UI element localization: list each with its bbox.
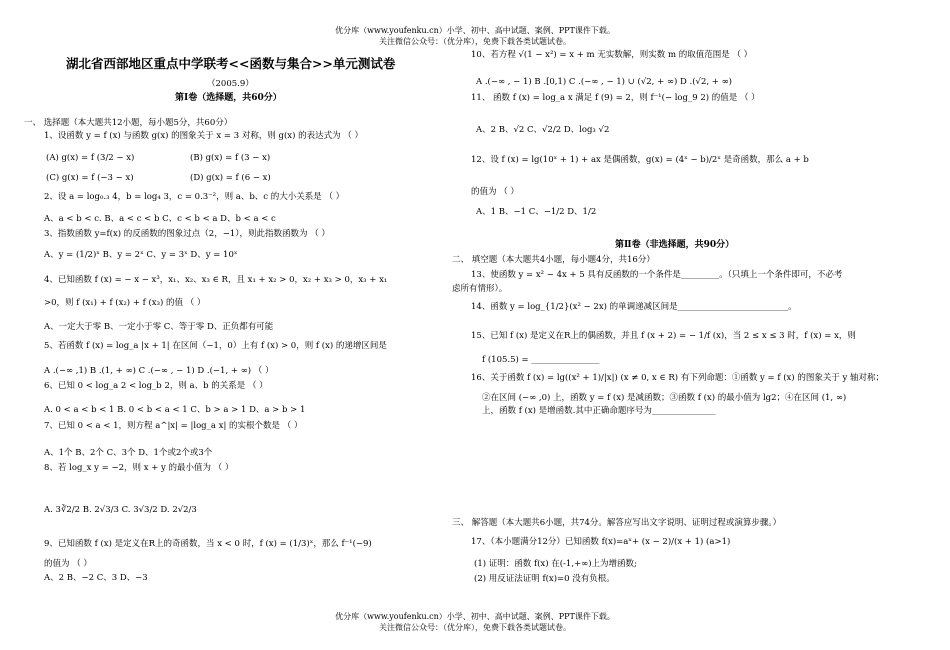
left-line: 3、指数函数 y=f(x) 的反函数的图象过点（2，−1），则此指数函数为 （ ） <box>44 229 330 239</box>
left-line: 6、已知 0 < log_a 2 < log_b 2，则 a、b 的关系是 （ ） <box>44 381 268 391</box>
part-1-heading: 第Ⅰ卷（选择题，共60分） <box>175 93 282 103</box>
left-line: (C) g(x) = f (−3 − x) <box>46 173 134 183</box>
left-line: A、一定大于零 B、一定小于零 C、等于零 D、正负都有可能 <box>44 322 274 332</box>
part-2-heading: 第Ⅱ卷（非选择题，共90分） <box>615 240 735 250</box>
left-line: (A) g(x) = f (3/2 − x) <box>46 153 135 163</box>
footer-line-2: 关注微信公众号：（优分库），免费下载各类试题试卷。 <box>379 623 571 632</box>
left-line: 2、设 a = log₀.₃ 4，b = log₄ 3，c = 0.3⁻²，则 a、b、c 的大小关系是 （ ） <box>44 192 345 202</box>
document-date: （2005.9） <box>207 79 254 89</box>
right-line: 10、若方程 √(1 − x²) = x + m 无实数解，则实数 m 的取值范围是 （ ） <box>471 50 753 60</box>
left-line: (B) g(x) = f (3 − x) <box>190 153 271 163</box>
left-line: A、2 B、−2 C、3 D、−3 <box>44 573 148 583</box>
left-line: A、y = (1/2)ˣ B、y = 2ˣ C、y = 3ˣ D、y = 10ˣ <box>44 250 238 260</box>
right-line: 14、函数 y = log_{1/2}(x² − 2x) 的单调递减区间是__________________________。 <box>471 302 797 312</box>
left-line: A. 0 < a < b < 1 B. 0 < b < a < 1 C、b > a > 1 D、a > b > 1 <box>44 405 306 415</box>
right-line: ②在区间 (−∞ ,0) 上，函数 y = f (x) 是减函数；③函数 f (x) 的最小值为 lg2；④在区间 (1, ∞) <box>482 393 847 403</box>
left-line: >0，则 f (x₁) + f (x₂) + f (x₃) 的值 （ ） <box>44 298 206 308</box>
left-line: 9、已知函数 f (x) 是定义在R上的奇函数，当 x < 0 时，f (x) = (1/3)ˣ，那么 f⁻¹(−9) <box>44 539 372 549</box>
left-line: 1、设函数 y = f (x) 与函数 g(x) 的图象关于 x = 3 对称，则 g(x) 的表达式为 （ ） <box>44 131 363 141</box>
right-line: A、2 B、√2 C、√2/2 D、log₃ √2 <box>476 125 610 135</box>
left-line: A、a < b < c. B、a < c < b C、c < b < a D、b < a < c <box>44 214 276 224</box>
right-line: 11、 函数 f (x) = log_a x 满足 f (9) = 2，则 f⁻¹(− log_9 2) 的值是 （ ） <box>471 93 760 103</box>
right-line: 17、（本小题满分12分）已知函数 f(x)=aˣ+ (x − 2)/(x + 1) (a>1) <box>471 537 731 547</box>
left-line: 8、若 log_x y = −2，则 x + y 的最小值为 （ ） <box>44 463 234 473</box>
left-line: A、1个 B、2个 C、3个 D、1个或2个或3个 <box>44 448 213 458</box>
left-line: 的值为 （ ） <box>44 559 92 569</box>
left-line: A. 3∛2/2 B. 2√3/3 C. 3√3/2 D. 2√2/3 <box>44 505 197 515</box>
left-line: 一、 选择题（本大题共12小题，每小题5分，共60分） <box>24 118 233 128</box>
right-line: 12、设 f (x) = lg(10ˣ + 1) + ax 是偶函数，g(x) = (4ˣ − b)/2ˣ 是奇函数，那么 a + b <box>471 155 809 165</box>
right-line: 二、 填空题（本大题共4小题，每小题4分，共16分） <box>452 255 655 265</box>
right-line: (1) 证明：函数 f(x) 在(-1,+∞)上为增函数; <box>474 559 637 569</box>
left-line: A .(−∞ ,1) B .(1, + ∞) C .(−∞ , − 1) D .(−1, + ∞) （ ） <box>44 366 274 376</box>
right-line: 13、使函数 y = x² − 4x + 5 具有反函数的一个条件是_________。（只填上一个条件即可，不必考 <box>471 270 843 280</box>
header-line-1: 优分库（www.youfenku.cn）小学、初中、高中试题、案例、PPT课件下载。 <box>335 26 615 35</box>
right-line: 三、 解答题（本大题共6小题，共74分。解答应写出文字说明、证明过程或演算步骤。） <box>452 518 782 528</box>
right-line: f (105.5) = ________________ <box>482 355 600 365</box>
right-line: (2) 用反证法证明 f(x)=0 没有负根。 <box>474 574 615 584</box>
right-line: 虑所有情形）。 <box>452 284 508 294</box>
right-line: 上，函数 f (x) 是增函数.其中正确命题序号为_______________ <box>482 406 716 416</box>
right-line: A、1 B、−1 C、−1/2 D、1/2 <box>476 207 597 217</box>
right-line: 16、关于函数 f (x) = lg((x² + 1)/|x|) (x ≠ 0, x ∈ R) 有下列命题：①函数 y = f (x) 的图象关于 y 轴对称； <box>471 373 885 383</box>
left-line: (D) g(x) = f (6 − x) <box>190 173 271 183</box>
right-line: 15、已知 f (x) 是定义在R上的偶函数，并且 f (x + 2) = − 1/f (x)，当 2 ≤ x ≤ 3 时，f (x) = x，则 <box>471 331 856 341</box>
footer-line-1: 优分库（www.youfenku.cn）小学、初中、高中试题、案例、PPT课件下载。 <box>335 612 615 621</box>
header-line-2: 关注微信公众号：（优分库），免费下载各类试题试卷。 <box>379 37 571 46</box>
left-line: 5、若函数 f (x) = log_a |x + 1| 在区间（−1，0）上有 f (x) > 0，则 f (x) 的递增区间是 <box>44 341 387 351</box>
right-line: A .(−∞ , − 1) B .[0,1) C .(−∞ , − 1) ∪ (√2, + ∞) D .(√2, + ∞) <box>476 77 732 87</box>
left-line: 4、已知函数 f (x) = − x − x³，x₁、x₂、x₃ ∈ R，且 x₁ + x₂ > 0，x₂ + x₃ > 0，x₃ + x₁ <box>44 275 388 285</box>
left-line: 7、已知 0 < a < 1，则方程 a^|x| = |log_a x| 的实根个数是 （ ） <box>44 421 303 431</box>
document-title: 湖北省西部地区重点中学联考<<函数与集合>>单元测试卷 <box>66 56 396 71</box>
right-line: 的值为 （ ） <box>471 187 519 197</box>
